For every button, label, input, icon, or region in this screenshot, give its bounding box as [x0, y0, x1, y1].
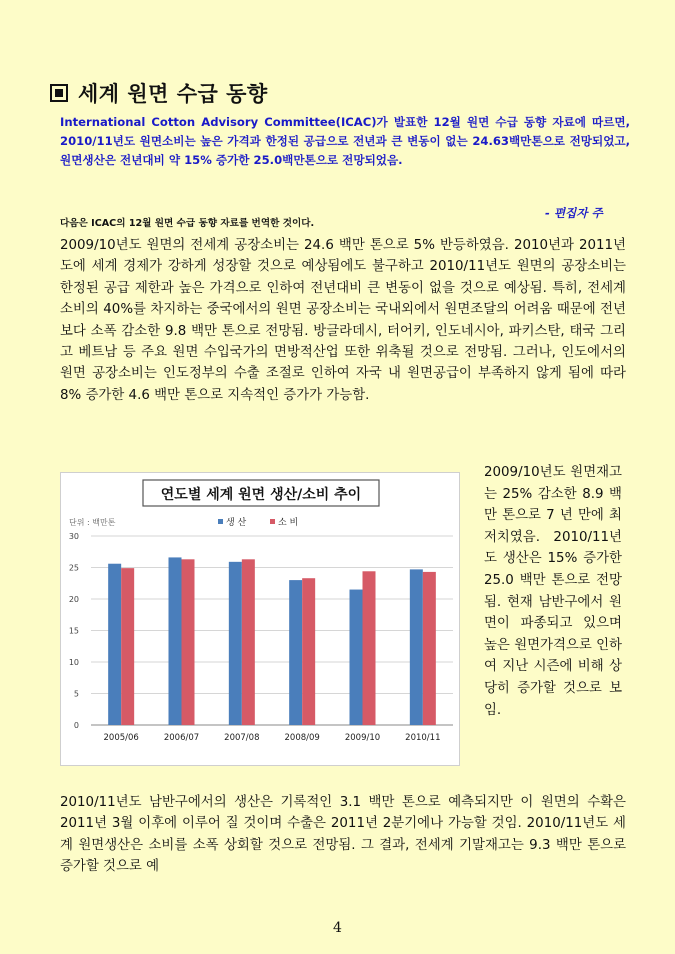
bar-consumption	[242, 559, 255, 725]
chart-legend	[218, 516, 298, 528]
bar-consumption	[302, 578, 315, 725]
x-tick-label: 2007/08	[224, 733, 260, 743]
x-tick-label: 2006/07	[163, 733, 200, 743]
bar-production	[289, 580, 302, 725]
y-tick-label: 10	[68, 658, 79, 667]
legend-swatch	[218, 519, 223, 524]
section-title-text: 세계 원면 수급 동향	[78, 82, 268, 106]
bar-consumption	[121, 568, 134, 725]
editor-note: - 편집자 주	[545, 206, 603, 220]
body-paragraph-2: 2010/11년도 남반구에서의 생산은 기록적인 3.1 백만 톤으로 예측되지만 이 원면의 수확은 2011년 3월 이후에 이루어 질 것이며 수출은 2011년 2분기에나 가능할 것임. 2010/11년도 세계 원면생산은 소비를 소폭 상회할 것으로 전망됨. 그 결과, 전세계 기말재고는 9.3 백만 톤으로 증가할 것으로 예	[60, 795, 626, 875]
chart-title: 연도별 세계 원면 생산/소비 추이	[160, 487, 362, 503]
editor-intro: International Cotton Advisory Committee(ICAC)가 발표한 12월 원면 수급 동향 자료에 따르면, 2010/11년도 원면소비는 높은 가격과 한정된 공급으로 전년과 큰 변동이 없는 24.63백만톤으로 전망되었고, 원면생산은 전년대비 약 15% 증가한 25.0백만톤으로 전망되었음.	[60, 115, 630, 167]
body-side-paragraph: 2009/10년도 원면재고는 25% 감소한 8.9 백만 톤으로 7 년 만에 최저치였음. 2010/11년도 생산은 15% 증가한 25.0 백만 톤으로 전망됨. 현재 남반구에서 원면이 파종되고 있으며 높은 원면가격으로 인하여 지난 시즌에 비해 상당히 증가할 것으로 보임.	[484, 465, 622, 718]
translation-note: 다음은 ICAC의 12월 원면 수급 동향 자료를 번역한 것이다.	[60, 218, 315, 229]
x-tick-label: 2009/10	[344, 733, 381, 743]
chart-x-labels	[104, 733, 441, 743]
bar-production	[350, 590, 363, 725]
bar-production	[410, 569, 423, 725]
bar-production	[169, 557, 182, 725]
chart-unit-label: 단위 : 백만톤	[69, 518, 116, 527]
y-tick-label: 20	[68, 595, 79, 604]
x-tick-label: 2010/11	[405, 733, 441, 743]
y-tick-label: 0	[73, 721, 79, 730]
y-tick-label: 15	[68, 626, 79, 636]
chart-frame	[60, 472, 460, 766]
y-tick-label: 25	[68, 563, 79, 573]
bar-consumption	[182, 559, 195, 725]
legend-swatch	[270, 519, 275, 524]
legend-label: 생 산	[226, 518, 247, 528]
page-number: 4	[333, 920, 342, 936]
bar-production	[229, 562, 242, 725]
y-tick-label: 5	[73, 689, 79, 699]
bar-consumption	[363, 571, 376, 725]
body-paragraph-1: 2009/10년도 원면의 전세계 공장소비는 24.6 백만 톤으로 5% 반등하였음. 2010년과 2011년도에 세계 경제가 강하게 성장할 것으로 예상됨에도 불구하고 2010/11년도 원면의 공장소비는 한정된 공급 제한과 높은 가격으로 인하여 전년대비 큰 변동이 없을 것으로 예상됨. 특히, 전세계 소비의 40%를 차지하는 중국에서의 원면 공장소비는 국내외에서 원면조달의 어려움 때문에 전년보다 소폭 감소한 9.8 백만 톤으로 전망됨. 방글라데시, 터어키, 인도네시아, 파키스탄, 태국 그리고 베트남 등 주요 원면 수입국가의 면방적산업 또한 위축될 것으로 전망됨. 그러나, 인도에서의 원면 공장소비는 인도정부의 수출 조절로 인하여 자국 내 원면공급이 부족하지 않게 됨에 따라 8% 증가한 4.6 백만 톤으로 지속적인 증가가 가능함.	[60, 238, 626, 403]
production-consumption-chart	[61, 473, 459, 765]
bar-production	[108, 564, 121, 725]
x-tick-label: 2008/09	[284, 733, 320, 743]
legend-label: 소 비	[278, 518, 299, 528]
bar-consumption	[423, 572, 436, 725]
chart-bars	[108, 557, 436, 725]
x-tick-label: 2005/06	[103, 733, 139, 743]
section-title	[50, 78, 268, 108]
y-tick-label: 30	[68, 532, 79, 541]
square-bullet-icon	[50, 84, 68, 102]
